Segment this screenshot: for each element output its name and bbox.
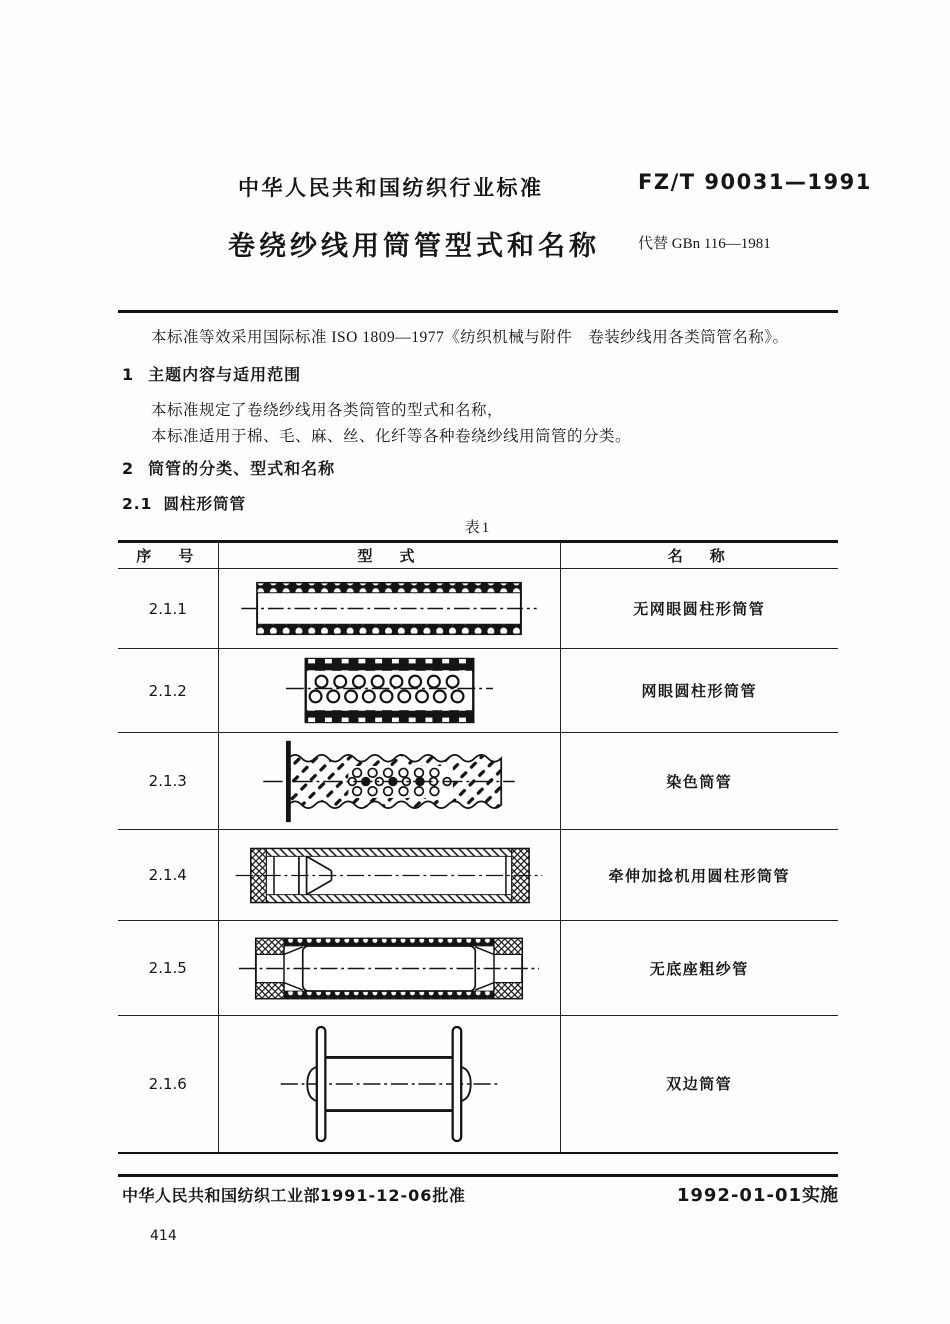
table-header-row <box>118 542 838 569</box>
column-header-name: 名 称 <box>560 542 838 569</box>
column-header-type: 型 式 <box>218 542 560 569</box>
implementation-statement <box>118 1181 838 1207</box>
section-1-number: 1 <box>122 365 135 384</box>
section-1-heading <box>122 362 301 385</box>
replaces-note: 代替 GBn 116—1981 <box>638 236 771 252</box>
column-header-serial: 序 号 <box>118 542 218 569</box>
table-row <box>118 1016 838 1153</box>
section-2-title: 筒管的分类、型式和名称 <box>148 461 336 478</box>
double-flanged-bobbin-drawing <box>275 1023 503 1145</box>
plain-cylindrical-tube-drawing <box>241 577 537 640</box>
row-serial: 2.1.2 <box>118 649 218 733</box>
table-row <box>118 733 838 830</box>
table-row <box>118 830 838 921</box>
row-serial: 2.1.6 <box>118 1016 218 1153</box>
row-serial: 2.1.1 <box>118 569 218 649</box>
section-1-paragraph-2: 本标准适用于棉、毛、麻、丝、化纤等各种卷绕纱线用筒管的分类。 <box>151 428 632 445</box>
row-name: 无网眼圆柱形筒管 <box>560 569 838 649</box>
row-serial: 2.1.4 <box>118 830 218 921</box>
approval-word: 批准 <box>432 1188 466 1205</box>
implementation-word: 实施 <box>802 1185 838 1205</box>
row-figure-cell <box>218 649 560 733</box>
section-2-1-heading <box>122 492 246 514</box>
row-figure-cell <box>218 921 560 1016</box>
section-2-1-number: 2.1 <box>122 495 153 513</box>
row-name: 牵伸加捻机用圆柱形筒管 <box>560 830 838 921</box>
section-1-paragraph-1: 本标准规定了卷绕纱线用各类筒管的型式和名称， <box>151 402 504 419</box>
row-figure-cell <box>218 1016 560 1153</box>
intro-paragraph: 本标准等效采用国际标准 ISO 1809—1977《纺织机械与附件 卷装纱线用各类筒管名称》。 <box>151 329 789 346</box>
table-row <box>118 569 838 649</box>
row-figure-cell <box>218 569 560 649</box>
table-1-caption: 表1 <box>464 520 492 536</box>
row-figure-cell <box>218 733 560 830</box>
section-2-heading <box>122 456 335 479</box>
draw-twister-cylindrical-tube-drawing <box>235 841 543 910</box>
section-2-number: 2 <box>122 459 135 478</box>
row-name: 双边筒管 <box>560 1016 838 1153</box>
mesh-cylindrical-tube-drawing <box>286 655 493 726</box>
row-name: 染色筒管 <box>560 733 838 830</box>
standard-code: FZ/T 90031—1991 <box>638 170 872 194</box>
row-serial: 2.1.5 <box>118 921 218 1016</box>
implementation-date: 1992-01-01 <box>676 1185 802 1206</box>
header-divider-rule <box>118 310 838 313</box>
roving-bobbin-without-base-drawing <box>239 929 539 1008</box>
standard-org-title: 中华人民共和国纺织行业标准 <box>238 177 544 200</box>
table-row <box>118 921 838 1016</box>
page-number: 414 <box>150 1228 177 1244</box>
document-title: 卷绕纱线用筒管型式和名称 <box>228 231 600 261</box>
row-serial: 2.1.3 <box>118 733 218 830</box>
bobbin-type-table <box>118 540 838 1154</box>
row-figure-cell <box>218 830 560 921</box>
row-name: 网眼圆柱形筒管 <box>560 649 838 733</box>
approval-date: 1991-12-06 <box>320 1186 433 1205</box>
dyeing-tube-drawing <box>263 737 515 826</box>
approval-org: 中华人民共和国纺织工业部 <box>122 1188 321 1205</box>
footer-divider-rule <box>118 1174 838 1177</box>
section-1-title: 主题内容与适用范围 <box>148 367 302 384</box>
section-2-1-title: 圆柱形筒管 <box>163 496 246 513</box>
table-row <box>118 649 838 733</box>
row-name: 无底座粗纱管 <box>560 921 838 1016</box>
